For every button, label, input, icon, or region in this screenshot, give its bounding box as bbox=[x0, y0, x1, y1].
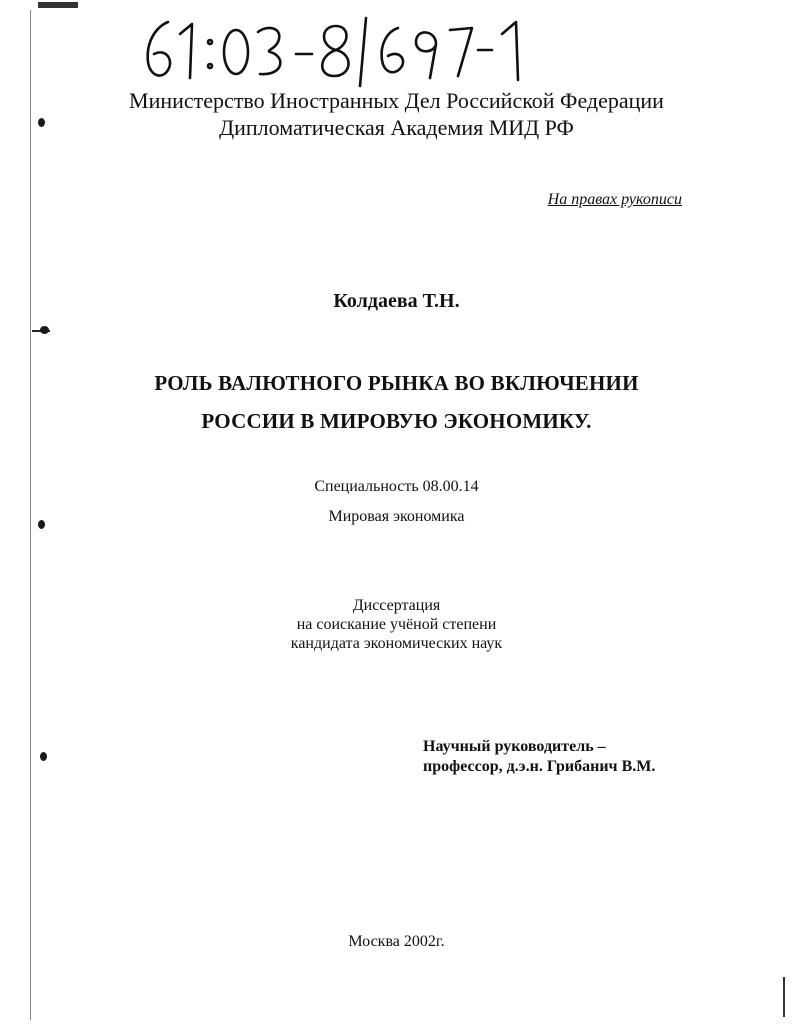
ministry-name: Министерство Иностранных Дел Российской Федерации bbox=[129, 88, 664, 113]
scan-artifact-corner bbox=[771, 977, 785, 1017]
scan-hole-mark bbox=[40, 326, 49, 334]
degree-line: на соискание учёной степени bbox=[296, 616, 497, 633]
advisor-name: профессор, д.э.н. Грибанич В.М. bbox=[423, 758, 656, 775]
rights-note: На правах рукописи bbox=[547, 191, 682, 208]
dissertation-block bbox=[0, 596, 793, 653]
scientific-advisor bbox=[423, 737, 655, 777]
author-name: Колдаева Т.Н. bbox=[333, 290, 460, 312]
scan-hole-mark bbox=[40, 752, 47, 761]
dissertation-title bbox=[0, 364, 793, 440]
dissertation-label: Диссертация bbox=[352, 597, 441, 614]
academy-name: Дипломатическая Академия МИД РФ bbox=[219, 115, 574, 140]
title-line-2: РОССИИ В МИРОВУЮ ЭКОНОМИКУ. bbox=[201, 409, 592, 433]
degree-field-line: кандидата экономических наук bbox=[290, 635, 503, 652]
scan-artifact-top bbox=[38, 2, 78, 8]
specialty-code: Специальность 08.00.14 bbox=[314, 478, 479, 495]
city-year: Москва 2002г. bbox=[348, 933, 445, 950]
specialty-name: Мировая экономика bbox=[328, 508, 465, 525]
title-line-1: РОЛЬ ВАЛЮТНОГО РЫНКА ВО ВКЛЮЧЕНИИ bbox=[154, 371, 639, 395]
advisor-label: Научный руководитель – bbox=[423, 738, 606, 755]
handwritten-archive-number bbox=[140, 14, 540, 88]
